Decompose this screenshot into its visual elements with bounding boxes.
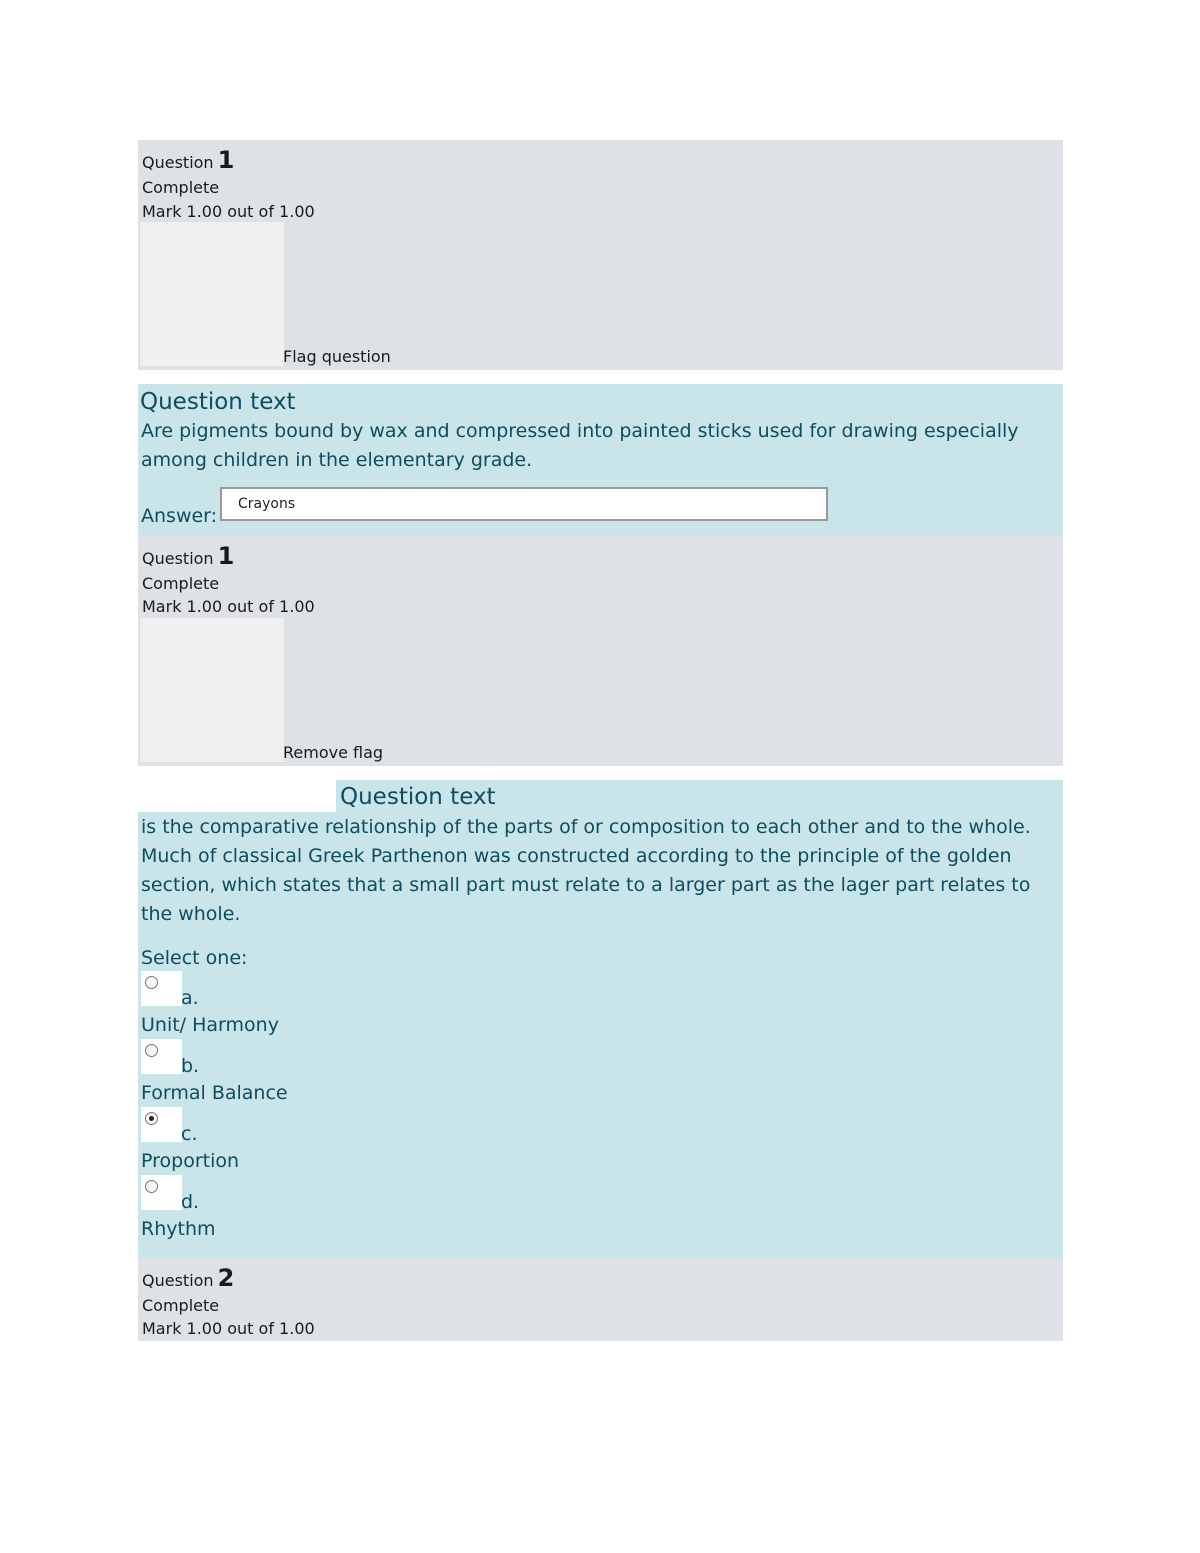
radio-button-b[interactable] bbox=[145, 1044, 158, 1057]
option-letter: a. bbox=[181, 987, 199, 1009]
question-word: Question bbox=[142, 1271, 214, 1290]
flag-question-link[interactable]: Flag question bbox=[283, 347, 391, 366]
radio-button-c[interactable] bbox=[145, 1112, 158, 1125]
option-b[interactable] bbox=[138, 1039, 738, 1107]
question-number: 1 bbox=[217, 542, 235, 570]
question-state: Complete bbox=[142, 1296, 220, 1315]
question-number: 2 bbox=[217, 1264, 235, 1292]
question-number-line bbox=[142, 542, 235, 570]
question-grade: Mark 1.00 out of 1.00 bbox=[142, 202, 315, 221]
radio-container bbox=[141, 1175, 182, 1210]
select-one-prompt: Select one: bbox=[141, 947, 248, 969]
option-a[interactable] bbox=[138, 971, 738, 1039]
radio-container bbox=[141, 1107, 182, 1142]
question-state: Complete bbox=[142, 178, 220, 197]
question-3-info bbox=[138, 1258, 1063, 1341]
radio-container bbox=[141, 1039, 182, 1074]
question-number: 1 bbox=[217, 146, 235, 174]
option-letter: c. bbox=[181, 1123, 198, 1145]
answer-label: Answer: bbox=[141, 505, 218, 527]
flag-icon[interactable] bbox=[140, 618, 284, 762]
radio-container bbox=[141, 971, 182, 1006]
option-letter: d. bbox=[181, 1191, 200, 1213]
option-letter: b. bbox=[181, 1055, 200, 1077]
question-grade: Mark 1.00 out of 1.00 bbox=[142, 597, 315, 616]
option-text: Formal Balance bbox=[141, 1082, 288, 1104]
question-1-content bbox=[138, 384, 1063, 536]
answer-input[interactable] bbox=[220, 487, 828, 521]
option-text: Unit/ Harmony bbox=[141, 1014, 279, 1036]
remove-flag-link[interactable]: Remove flag bbox=[283, 743, 384, 762]
question-text-heading: Question text bbox=[140, 389, 296, 415]
question-state: Complete bbox=[142, 574, 220, 593]
option-text: Proportion bbox=[141, 1150, 240, 1172]
question-word: Question bbox=[142, 549, 214, 568]
question-grade: Mark 1.00 out of 1.00 bbox=[142, 1319, 315, 1338]
question-number-line bbox=[142, 146, 235, 174]
question-2-content bbox=[138, 780, 1063, 1258]
question-number-line bbox=[142, 1264, 235, 1292]
radio-button-d[interactable] bbox=[145, 1180, 158, 1193]
question-1-info bbox=[138, 140, 1063, 370]
question-text-heading: Question text bbox=[340, 784, 496, 810]
option-d[interactable] bbox=[138, 1175, 738, 1243]
question-word: Question bbox=[142, 153, 214, 172]
option-text: Rhythm bbox=[141, 1218, 216, 1240]
flag-icon[interactable] bbox=[140, 222, 284, 366]
question-2-info bbox=[138, 536, 1063, 766]
option-c[interactable] bbox=[138, 1107, 738, 1175]
radio-button-a[interactable] bbox=[145, 976, 158, 989]
question-text: Are pigments bound by wax and compressed into painted sticks used for drawing especially among children in the elementary grade. bbox=[141, 420, 1019, 471]
question-text: is the comparative relationship of the parts of or composition to each other and to the whole. Much of classical Greek Parthenon was constructed according to the principle of the golden section, which states that a small part must relate to a larger part as the lager part relates to the whole. bbox=[141, 816, 1031, 925]
